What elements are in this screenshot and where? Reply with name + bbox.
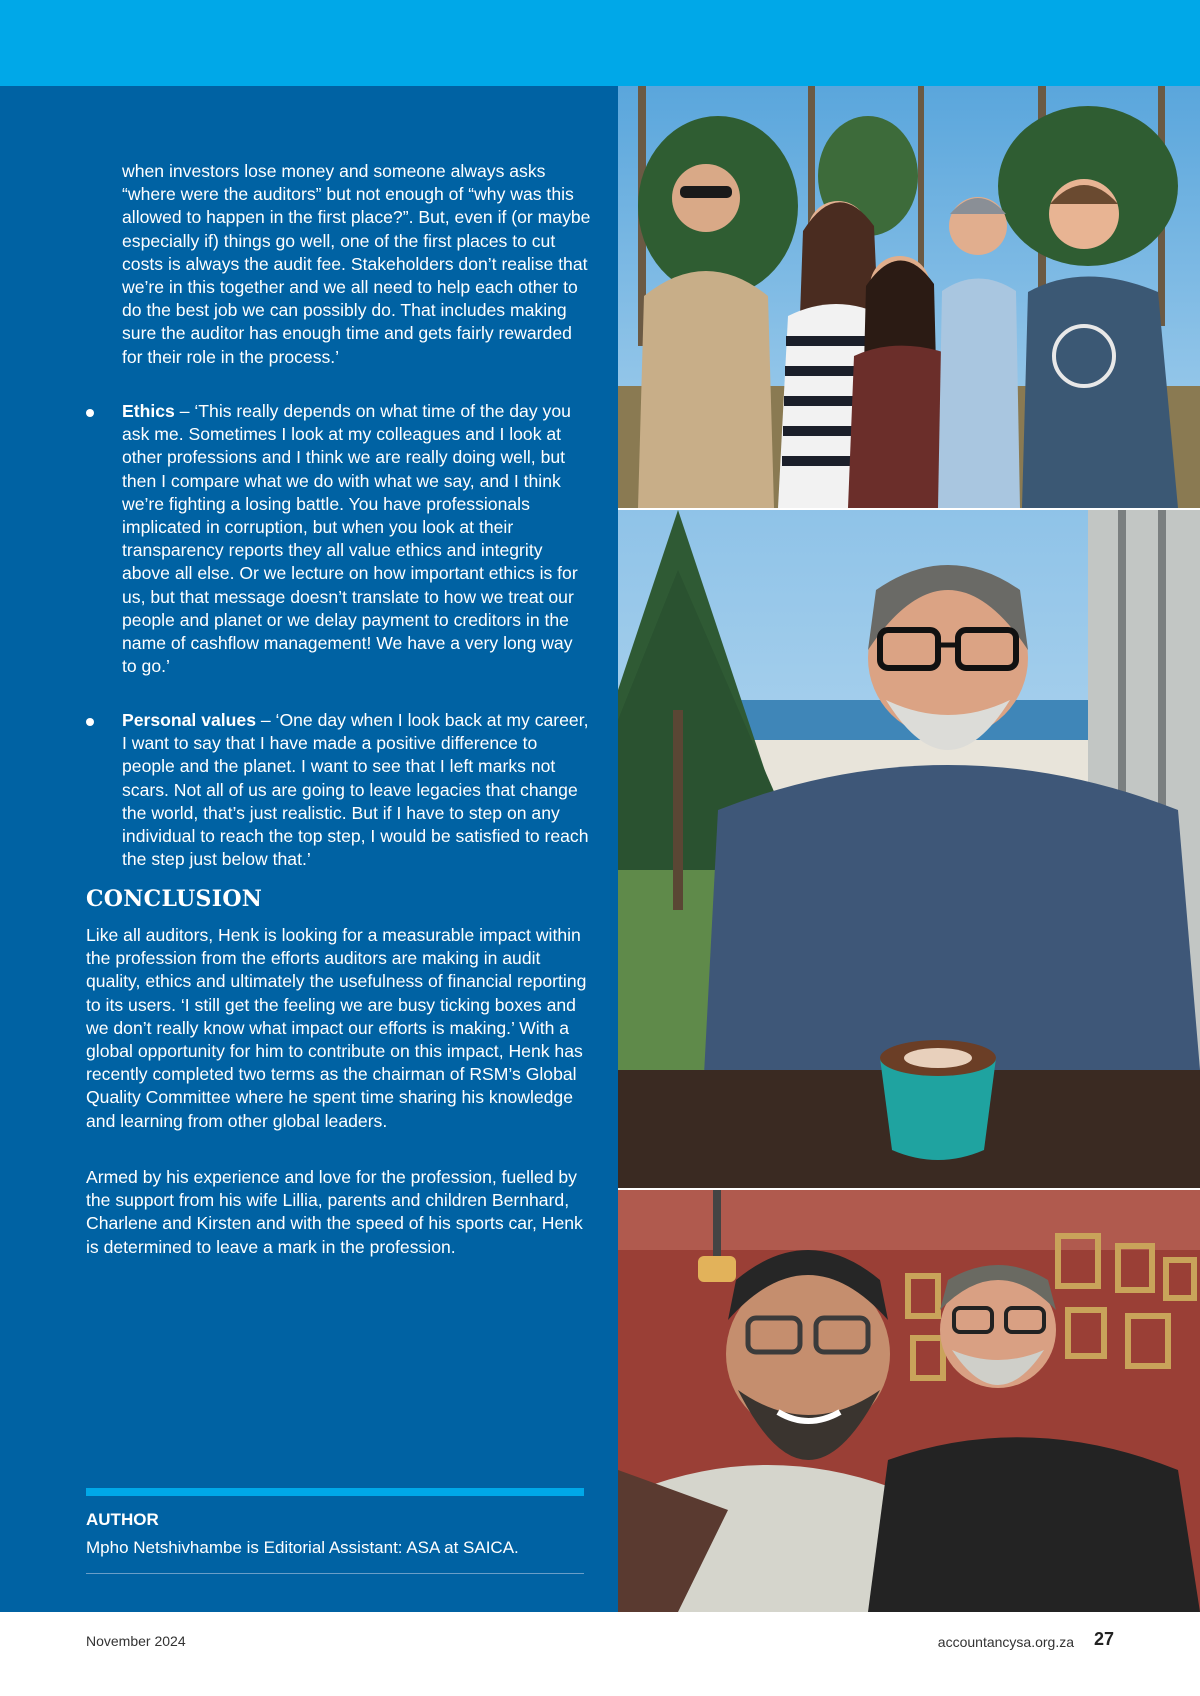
bullet-term: Ethics bbox=[122, 401, 175, 421]
author-accent-bar bbox=[86, 1488, 584, 1496]
coffee-portrait-photo bbox=[618, 510, 1200, 1188]
footer-website: accountancysa.org.za bbox=[937, 1634, 1074, 1650]
article-panel bbox=[0, 86, 618, 1612]
bullet-text: – ‘One day when I look back at my career, I want to say that I have made a positive difference to people and the planet. I want to see that I left marks not scars. Not all of us are going to leave legacies that change the world, that’s just realistic. But if I have to step on any individual to reach the top step, I would be satisfied to reach the step just below that.’ bbox=[122, 710, 589, 870]
photo-column bbox=[618, 86, 1200, 1612]
conclusion-paragraph-2: Armed by his experience and love for the profession, fuelled by the support from his wife Lillia, parents and children Bernhard, Charlene and Kirsten and with the speed of his sports car, Henk is determined to leave a mark in the profession. bbox=[86, 1167, 583, 1257]
selfie-photo bbox=[618, 1190, 1200, 1612]
group-photo bbox=[618, 86, 1200, 508]
conclusion-heading: CONCLUSION bbox=[86, 886, 263, 912]
intro-paragraph: when investors lose money and someone always asks “where were the auditors” but not enough of “why was this allowed to happen in the first place?”. But, even if (or maybe especially if) things go well, one of the first places to cut costs is always the audit fee. Stakeholders don’t realise that we’re in this together and we all need to help each other to do the best job we can possibly do. That includes making sure the auditor has enough time and gets fairly rewarded for their role in the process.’ bbox=[122, 161, 591, 367]
bullet-term: Personal values bbox=[122, 710, 256, 730]
top-color-band bbox=[0, 0, 1200, 86]
author-title: AUTHOR bbox=[86, 1510, 159, 1529]
author-divider bbox=[86, 1573, 584, 1574]
bullet-dot bbox=[86, 409, 94, 417]
bullet-ethics bbox=[122, 400, 592, 678]
bullet-text: – ‘This really depends on what time of the day you ask me. Sometimes I look at my colleagues and I look at other professions and I think we are really doing well, but then I compare what we do with what we say, and I think we’re fighting a losing battle. You have professionals implicated in corruption, but when you look at their transparency reports they all value ethics and integrity above all else. Or we lecture on how important ethics is for us, but that message doesn’t translate to how we treat our people and planet or we delay payment to creditors in the name of cashflow management! We have a very long way to go.’ bbox=[122, 401, 578, 677]
author-bio: Mpho Netshivhambe is Editorial Assistant: ASA at SAICA. bbox=[86, 1538, 519, 1557]
bullet-dot bbox=[86, 718, 94, 726]
conclusion-paragraph-1: Like all auditors, Henk is looking for a measurable impact within the profession from the efforts auditors are making in audit quality, ethics and ultimately the usefulness of financial reporting to its users. ‘I still get the feeling we are busy ticking boxes and we don’t really know what impact our efforts is making.’ With a global opportunity for him to contribute on this impact, Henk has recently completed two terms as the chairman of RSM’s Global Quality Committee where he spent time sharing his knowledge and learning from other global leaders. bbox=[86, 925, 587, 1131]
page-number: 27 bbox=[1093, 1629, 1114, 1649]
bullet-personal-values bbox=[122, 709, 592, 871]
footer-date: November 2024 bbox=[86, 1633, 186, 1649]
